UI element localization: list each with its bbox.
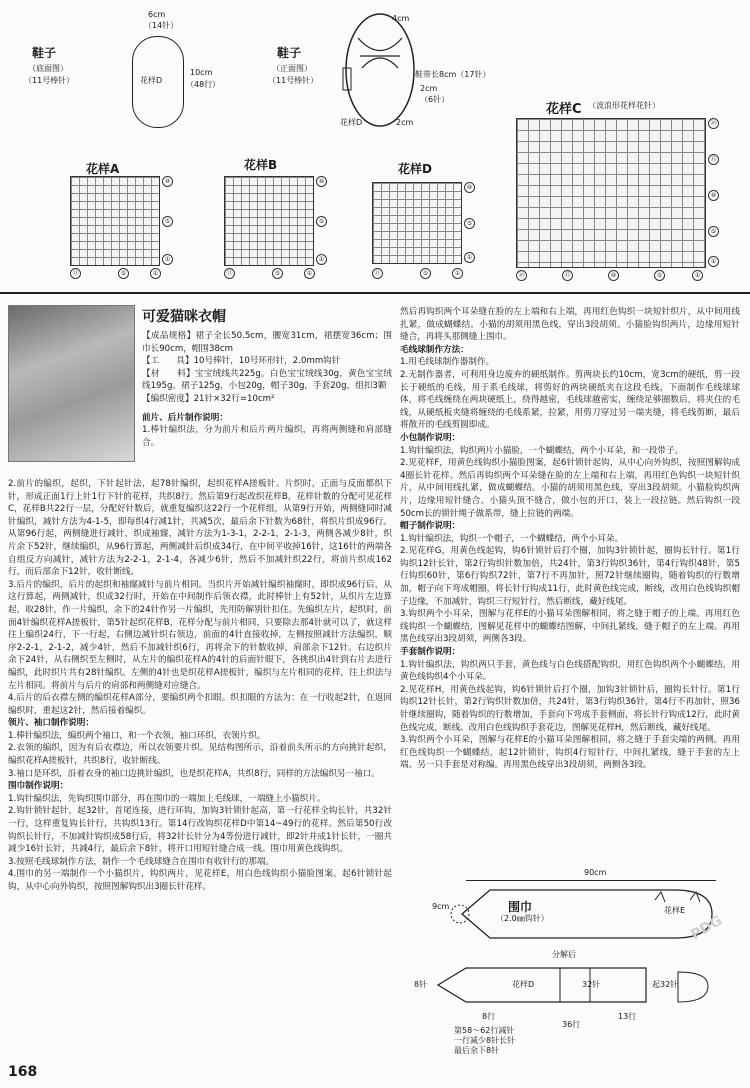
scarf-length: 90cm: [584, 868, 607, 877]
left-para-4: 4.后片的后衣襟左侧的编织花样A部分，要编织两个扣眼。织扣眼的方法为：在一行收起2针，在返回编织时，重起这2针，然后接着编织。: [8, 693, 392, 716]
shoe-top-b: 2cm: [420, 84, 438, 93]
pattern-a-row-1: ①: [162, 254, 173, 265]
right-para-7: 2.见花样G，用黄色线起钩，钩6针锁针后打个圈，加钩3针锁针起，圈钩长针行。第1行钩织12针长针，第2行钩织针数加倍，共24针，第3行钩织36针，第4行钩织48针，第5行钩织60针，第6行钩织72针，第7行不再加针，照72针继续圈钩，随着钩织的行数增加，帽子向下弯成帽圈，将长针行钩成11行，此时黄色线完成，断线，改用白色线钩织帽子边缘，不加减针，钩织三行短针行，然后断线，藏好线尾。: [400, 546, 740, 607]
pattern-b-row-5: ⑤: [316, 216, 327, 227]
pattern-c-col-10: ⑩: [608, 270, 619, 281]
pattern-c-sub: （波浪形花样花针）: [588, 101, 660, 110]
left-para-7: 3.袖口是环织，沿着衣身的袖口边挑针编织，也是织花样A，共织8行，同样的方法编织另一袖口。: [8, 768, 380, 779]
pattern-d-col-11: ⑪: [372, 268, 383, 279]
scarf-hook: （2.0㎜钩针）: [496, 914, 549, 923]
shoe-top-a: 4cm: [392, 14, 410, 23]
shoe-bottom-width-st: （14针）: [144, 21, 179, 30]
pattern-c-col-5: ⑤: [654, 270, 665, 281]
scarf-st8: 8针: [414, 980, 428, 989]
shoe-top-sub1: （正面图）: [272, 64, 312, 73]
shoe-top-pattern: 花样D: [340, 118, 363, 127]
left-para-3: 3.后片的编织，后片的起织和袖窿减针与前片相同。当织片开始减针编织袖窿时，即织成96行后，从这行算起，两侧减针，织成32行时，开始在中间制作后领衣襟，此时棒针上有52针，从织片左边算起，取28针，作一片编织，余下的24针作另一片编织，先用防解别针扣住。先编织左片，起织时，前面4针编织花样A搓板针，第5针起织花样B，花样分配与前片相同，只要除去那4针就可以了，就这样往上编织24行，下一行起，右侧边减针织右领边，前面的4针直接收掉，左侧按照减针方法编织，顺序2-2-1，2-1-2，减少4针，然后不加减针织6行，再将余下的针数收掉，肩部余下12针。右边织片余下24针，从右侧织至左侧时，从左片的编织花样A的4针的后面针眼下，各挑织出4针到右片去进行编织，此时织片共有28针编织。左侧的4针也是织花样A搓板针，编织与左片相同的花样，往上织法与左片相同。将前片与后片的肩部和两侧缝对应缝合。: [8, 579, 392, 691]
scarf-note-3: 最后余下8针: [454, 1046, 500, 1055]
left-para-9: 2.钩针锁针起针，起32针，首尾连接，进行环钩，加钩3针锁针起高，第一行花样全钩长针，共32针一行，这样重复钩长针行，共钩织13行。第14行改钩织花样D中第14~49行的花样。然后第50行改钩织长针行，不加减针钩织成58行后，将32针长针分为4等份进行减针，即2针并成1针长针，一圈共减少16针长针，共减4行，最后余下8针，将开口用短针缝合成一线。围巾用黄色线钩织。: [8, 806, 392, 855]
pattern-a-col-1: ①: [150, 268, 161, 279]
product-photo: [8, 305, 135, 462]
pattern-b-title: 花样B: [244, 158, 278, 172]
pattern-d-title: 花样D: [398, 162, 432, 176]
heading-collar: 领片、袖口制作说明：: [8, 718, 94, 729]
article-spec-block: [142, 330, 392, 449]
shoe-top-sub2: （11号棒针）: [268, 76, 319, 85]
pattern-b-row-1: ①: [316, 254, 327, 265]
pattern-b-chart: [224, 176, 314, 266]
scarf-st32: 32针: [582, 980, 601, 989]
shoe-bottom-pattern: 花样D: [140, 76, 163, 85]
scarf-title: 围巾: [508, 900, 533, 914]
pattern-c-row-10: ⑩: [708, 190, 719, 201]
pattern-c-row-15: ⑮: [708, 154, 719, 165]
pattern-d-chart: [372, 182, 462, 264]
scarf-note-1: 第58～62行减针: [454, 1026, 515, 1035]
right-para-11: 3.钩织两个小耳朵，图解与花样E的小猫耳朵图解相同，将之缝于手套尖端的两侧。再用红色线钩织一个蝴蝶结，起12针锁针，钩织4行短针行，中间扎紧线，缝于手套的左上端。另一只手套是对称编。再用黑色线穿出3段胡须，两侧各3段。: [400, 735, 740, 771]
pattern-b-col-5: ⑤: [272, 268, 283, 279]
scarf-pattern-d: 花样D: [512, 980, 535, 989]
pattern-d-col-5: ⑤: [420, 268, 431, 279]
heading-front-back: 前片、后片制作说明：: [142, 412, 228, 423]
shoe-top-drawing: [340, 8, 420, 130]
right-para-10: 2.见花样H，用黄色线起钩，钩6针锁针后打个圈，加钩3针锁针后，圈钩长针行。第1行钩织12针长针，第2行钩织针数加倍，共24针，第3行钩织36针，第4行不再加针，照36针继续圈钩，随着钩织的行数增加，手套向下弯成手套侧面，将长针行钩成12行，此时黄色线完成，断线。改用白色线钩织手套花边，图解见花样H，然后断线，藏好线尾。: [400, 684, 740, 733]
scarf-r8: 8行: [482, 1012, 496, 1021]
right-para-4: 1.钩针编织法，钩织两片小猫脸，一个蝴蝶结，两个小耳朵，和一段带子。: [400, 445, 684, 456]
scarf-breakdown: 分解后: [552, 950, 576, 959]
right-para-6: 1.钩针编织法，钩织一个帽子，一个蝴蝶结，两个小耳朵。: [400, 533, 624, 544]
right-para-8: 3.钩织两个小耳朵，图解与花样E的小猫耳朵图解相同，将之缝于帽子的上端。再用红色线钩织一个蝴蝶结，图解见花样中的蝴蝶结图解，中间扎紧线，缝于帽子的左上端。再用黑色线穿出3段胡须，两侧各3段。: [400, 609, 740, 645]
page-number: 168: [8, 1064, 38, 1080]
shoe-bottom-sub1: （底面图）: [28, 64, 68, 73]
pdg-logo: PDG: [688, 912, 726, 944]
pattern-a-chart: [70, 176, 160, 266]
left-column: [8, 478, 392, 894]
scarf-r36: 36行: [562, 1020, 581, 1029]
left-para-11: 4.围巾的另一端制作一个小猫织片，钩织两片，见花样E，用白色线钩织小猫脸图案。起6针锁针起钩，从中心向外钩织，按照图解钩织出3圈长针花样。: [8, 869, 392, 892]
shoe-top-b-st: （6针）: [420, 95, 450, 104]
left-para-5: 1.棒针编织法，编织两个袖口，和一个衣领，袖口环织，衣领片织。: [8, 730, 266, 741]
article-density: 【编织密度】21针×32行=10cm²: [142, 393, 275, 404]
pattern-c-row-5: ⑤: [708, 226, 719, 237]
right-para-9: 1.钩针编织法，钩织两只手套，黄色线与白色线搭配钩织，用红色钩织两个小蝴蝶结，用黄色线钩织4个小耳朵。: [400, 659, 740, 683]
heading-hat: 帽子制作说明：: [400, 521, 461, 532]
heading-scarf: 围巾制作说明：: [8, 781, 69, 792]
left-para-8: 1.钩针编织法，先钩织围巾部分，再在围巾的一端加上毛线球，一端缝上小猫织片。: [8, 793, 326, 804]
pattern-c-title: 花样C: [546, 102, 582, 117]
section-divider: [0, 292, 750, 294]
pattern-d-row-5: ⑤: [464, 218, 475, 229]
pattern-a-row-5: ⑤: [162, 216, 173, 227]
heading-bag: 小包制作说明：: [400, 432, 461, 443]
pattern-c-chart: [516, 118, 706, 268]
scarf-width: 9cm: [432, 902, 450, 911]
pattern-b-col-1: ①: [304, 268, 315, 279]
shoe-top-strap: 鞋带长8cm（17针）: [415, 70, 491, 79]
heading-gloves: 手套制作说明：: [400, 647, 461, 658]
shoe-bottom-height-st: （48行）: [186, 80, 221, 89]
right-column: [400, 306, 740, 772]
shoe-bottom-sub2: （11号棒针）: [24, 76, 75, 85]
pattern-c-row-20: ⑳: [708, 118, 719, 129]
heading-yarn-ball: 毛线球制作方法：: [400, 344, 469, 355]
pattern-d-col-1: ①: [452, 268, 463, 279]
article-title: 可爱猫咪衣帽: [142, 309, 226, 325]
pattern-b-col-11: ⑪: [224, 268, 235, 279]
article-material: 【材 料】宝宝绒线共225g。白色宝宝绒线30g，黄色宝宝绒线195g。裙子125g，小包20g，帽子30g，手套20g，组扣3颗: [142, 368, 392, 392]
pattern-a-col-5: ⑤: [118, 268, 129, 279]
right-para-1: 然后再钩织两个耳朵缝在脸的左上端和右上端，再用红色钩织一块短针织片，从中间用线扎紧，做成蝴蝶结。小猫的胡须用黑色线，穿出3段胡须。小猫脸钩织两片，边缘用短针缝合，再将头那侧缝上围巾。: [400, 307, 740, 343]
shoe-bottom-width: 6cm: [148, 10, 166, 19]
scarf-r13: 13行: [618, 1012, 637, 1021]
pattern-a-row-10: ⑩: [162, 176, 173, 187]
scarf-length-line: [466, 880, 716, 881]
pattern-d-row-1: ①: [464, 252, 475, 263]
scarf-note-2: 一行减少8针长针: [454, 1036, 516, 1045]
pattern-a-col-11: ⑪: [70, 268, 81, 279]
left-para-1: 1.棒针编织法，分为前片和后片两片编织，再将两侧缝和肩部缝合。: [142, 425, 392, 448]
right-para-5: 2.见花样F，用黄色线钩织小猫脸图案，起6针锁针起钩，从中心向外钩织，按照图解钩成4圈长针花样。然后再钩织两个耳朵缝在脸的左上端和右上端，再用红色钩织一块短针织片，从中间用线扎紧，做成蝴蝶结。小猫的胡须用黑色线，穿出3段胡须。小猫脸钩织两片，边缘用短针缝合。小猫头顶不缝合，做小包的开口，装上一段拉链。然后钩织一段50cm长的锁针绳子做系带，缝上拉链的两端。: [400, 458, 740, 519]
left-para-2: 2.前片的编织，起织，下针起针法，起78针编织，起织花样A搓板针。片织时，正面与反面都织下针，形成正面1行上针1行下针的花样，共织8行。然后第9行起改织花样B，花样针数的分配可见花样C，花样B共22行一层，分配好针数后，就重复编织这22行一个花样组，从第9行开始，两侧缝同时减针编织，减针方法为4-1-5，即每织4行减1针，共减5次，最后余下针数为68针，将织片织成96行。从第96行起，两侧缝进行减针，织成袖窿，减针方法为1-3-1，2-2-1，2-1-3，两侧各减少8针，织片余下52针，继续编织，从96行算起，两侧减针后织成34行，在中间平收掉16针，这16针的两端各自组反方向减针，减针方法为2-2-1，2-1-4，各减少6针，然后不加减针织22行，将前片织成162行，而后部余下12针，收针断线。: [8, 479, 392, 578]
scarf-pattern-e: 花样E: [664, 906, 686, 915]
pattern-c-col-1: ①: [692, 270, 703, 281]
left-para-6: 2.衣领的编织，因为有后衣襟边，所以衣领要片织。见结构图所示，沿着前头所示的方向挑针起织，编织花样A搓板针，共织8行，收针断线。: [8, 743, 392, 767]
shoe-top-title: 鞋子: [277, 46, 302, 60]
scarf-start32: 起32针: [652, 980, 679, 989]
left-para-10: 3.按照毛线球制作方法，制作一个毛线球缝合在围巾有收针行的那端。: [8, 856, 275, 867]
shoe-top-c: 2cm: [396, 118, 414, 127]
pattern-c-col-20: ⑳: [516, 270, 527, 281]
shoe-bottom-title: 鞋子: [32, 46, 57, 60]
pattern-a-title: 花样A: [86, 162, 120, 176]
pattern-b-row-10: ⑩: [316, 176, 327, 187]
pattern-d-row-10: ⑩: [464, 182, 475, 193]
right-para-3: 2.无制作器者，可利用身边废弃的硬纸制作。剪两块长约10cm，宽3cm的硬纸，剪一段长于硬纸的毛线，用于系毛线球，将剪好的两块硬纸夹在这段毛线，下面制作毛线球球体，将毛线缠绕在两块硬纸上，绕得越密，毛线球越密实，缠绕足够圈数后，将夹住的毛线，从硬纸板夹缝将缠绕的毛线系紧，拉紧，用剪刀穿过另一端夹缝，将毛线剪断，最后将散开的毛线剪圆即成。: [400, 369, 740, 431]
article-spec: 【成品规格】裙子全长50.5cm，腰宽31cm，裙摆宽36cm；围巾长90cm，帽围38cm: [142, 331, 392, 354]
right-para-2: 1.用毛线球制作器制作。: [400, 357, 495, 368]
pattern-c-row-1: ①: [708, 256, 719, 267]
article-tools: 【工 具】10号棒针，10号环形针，2.0mm钩针: [142, 356, 341, 367]
shoe-bottom-height: 10cm: [190, 68, 213, 77]
pattern-c-col-15: ⑮: [562, 270, 573, 281]
